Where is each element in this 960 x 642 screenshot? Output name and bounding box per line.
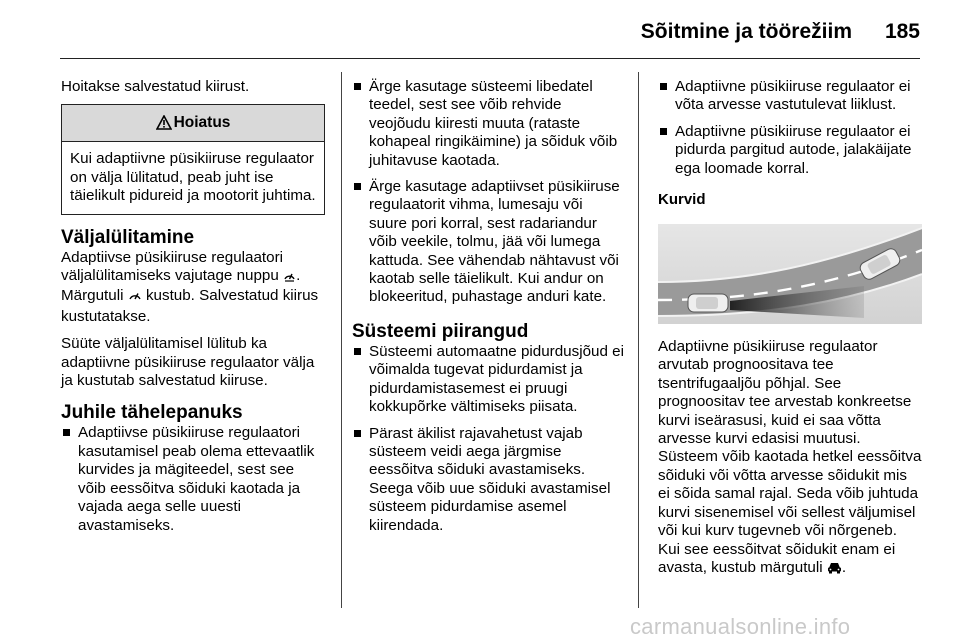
vehicle-ahead-icon — [827, 561, 842, 579]
deactivation-heading: Väljalülitamine — [61, 226, 195, 248]
cruise-control-lamp-icon — [128, 289, 142, 307]
watermark: carmanualsonline.info — [630, 614, 851, 639]
warning-box — [61, 104, 325, 214]
curves-text-end: . — [841, 558, 847, 576]
intro-text: Hoitakse salvestatud kiirust. — [61, 78, 250, 95]
section-title: Sõitmine ja töörežiim — [640, 20, 852, 43]
list-item: Ärge kasutage adaptiivset püsikiiruse regulaatorit vihma, lumesaju või suure pori korral, sest radariandur võib veekile, tolmu, jää või lumega kattuda. See vähendab nähtavust või kaotab selle täielikult. Kui andur on blokeeritud, puhastage anduri kate. — [352, 178, 624, 307]
system-limits-heading: Süsteemi piirangud — [352, 320, 529, 342]
deactivation-paragraph-1 — [61, 249, 325, 327]
cruise-control-button-icon — [283, 269, 296, 287]
curves-heading: Kurvid — [658, 191, 706, 209]
driver-attention-list — [61, 424, 325, 534]
driver-attention-heading: Juhile tähelepanuks — [61, 402, 243, 424]
warning-triangle-icon — [156, 108, 172, 144]
warning-header — [62, 105, 324, 142]
column-divider-2 — [638, 72, 639, 608]
column-divider-1 — [341, 72, 342, 608]
deactivation-text-d: kustub. Salvestatud kiirus kustutatakse. — [61, 287, 319, 325]
warning-title: Hoiatus — [173, 114, 231, 132]
deactivation-paragraph-2: Süüte väljalülitamisel lülitub ka adaptiivne püsikiiruse regulaator välja ja kustutab salvestatud kiiruse. — [61, 335, 315, 390]
column-2 — [352, 78, 624, 543]
curve-illustration — [658, 224, 922, 324]
usage-warnings-list — [352, 78, 624, 307]
system-limits-list — [352, 343, 624, 535]
header-rule — [60, 58, 920, 59]
list-item: Ärge kasutage süsteemi libedatel teedel, sest see võib rehvide veojõudu kiiresti muuta (rataste kohapeal ringikäimine) ja sõiduk võib juhitavuse kaotada. — [352, 78, 624, 170]
column-1 — [61, 78, 325, 543]
column-3 — [658, 78, 922, 579]
curves-paragraph — [658, 338, 922, 579]
curves-text: Adaptiivne püsikiiruse regulaator arvutab prognoositava tee tsentrifugaaljõu põhjal. See prognoositav tee arvestab konkreetse kurvi iseärasusi, kuid ei saa võtta arvesse kurvi edasisi muutusi. Süsteem võib kaotada hetkel eessõitva sõiduki või võtta arvesse sõidukit mis ei sõida samal rajal. Seda võib juhtuda kurvi sisenemisel või sellest väljumisel või kui kurv tugevneb või nõrgeneb. Kui see eessõitvat sõidukit enam ei avasta, kustub märgutuli — [658, 338, 922, 576]
page-number: 185 — [884, 20, 920, 43]
list-item: Adaptiivse püsikiiruse regulaatori kasutamisel peab olema ettevaatlik kurvides ja mägiteedel, sest see võib eessõitva sõiduki kaotada ja vajada aega selle uuesti avastamiseks. — [61, 424, 325, 534]
warning-body: Kui adaptiivne püsikiiruse regulaator on välja lülitatud, peab juht ise täielikult pidureid ja mootorit juhtima. — [70, 150, 316, 205]
list-item: Pärast äkilist rajavahetust vajab süsteem veidi aega järgmise eessõitva sõiduki avastamiseks. Seega võib uue sõiduki avastamisel süsteem pidurdamise asemel kiirendada. — [352, 425, 624, 535]
deactivation-text-b: . — [296, 267, 301, 285]
deactivation-text-a: Adaptiivse püsikiiruse regulaatori väljalülitamiseks vajutage nuppu — [61, 248, 284, 285]
deactivation-text-c: Märgutuli — [61, 287, 124, 305]
limitations-list — [658, 78, 922, 178]
list-item: Adaptiivne püsikiiruse regulaator ei pidurda pargitud autode, jalakäijate ega loomade korral. — [658, 123, 922, 178]
list-item: Adaptiivne püsikiiruse regulaator ei võta arvesse vastutulevat liiklust. — [658, 78, 922, 115]
list-item: Süsteemi automaatne pidurdusjõud ei võimalda tugevat pidurdamist ja pidurdamistasemest ei pruugi kokkupõrke vältimiseks piisata. — [352, 343, 624, 417]
